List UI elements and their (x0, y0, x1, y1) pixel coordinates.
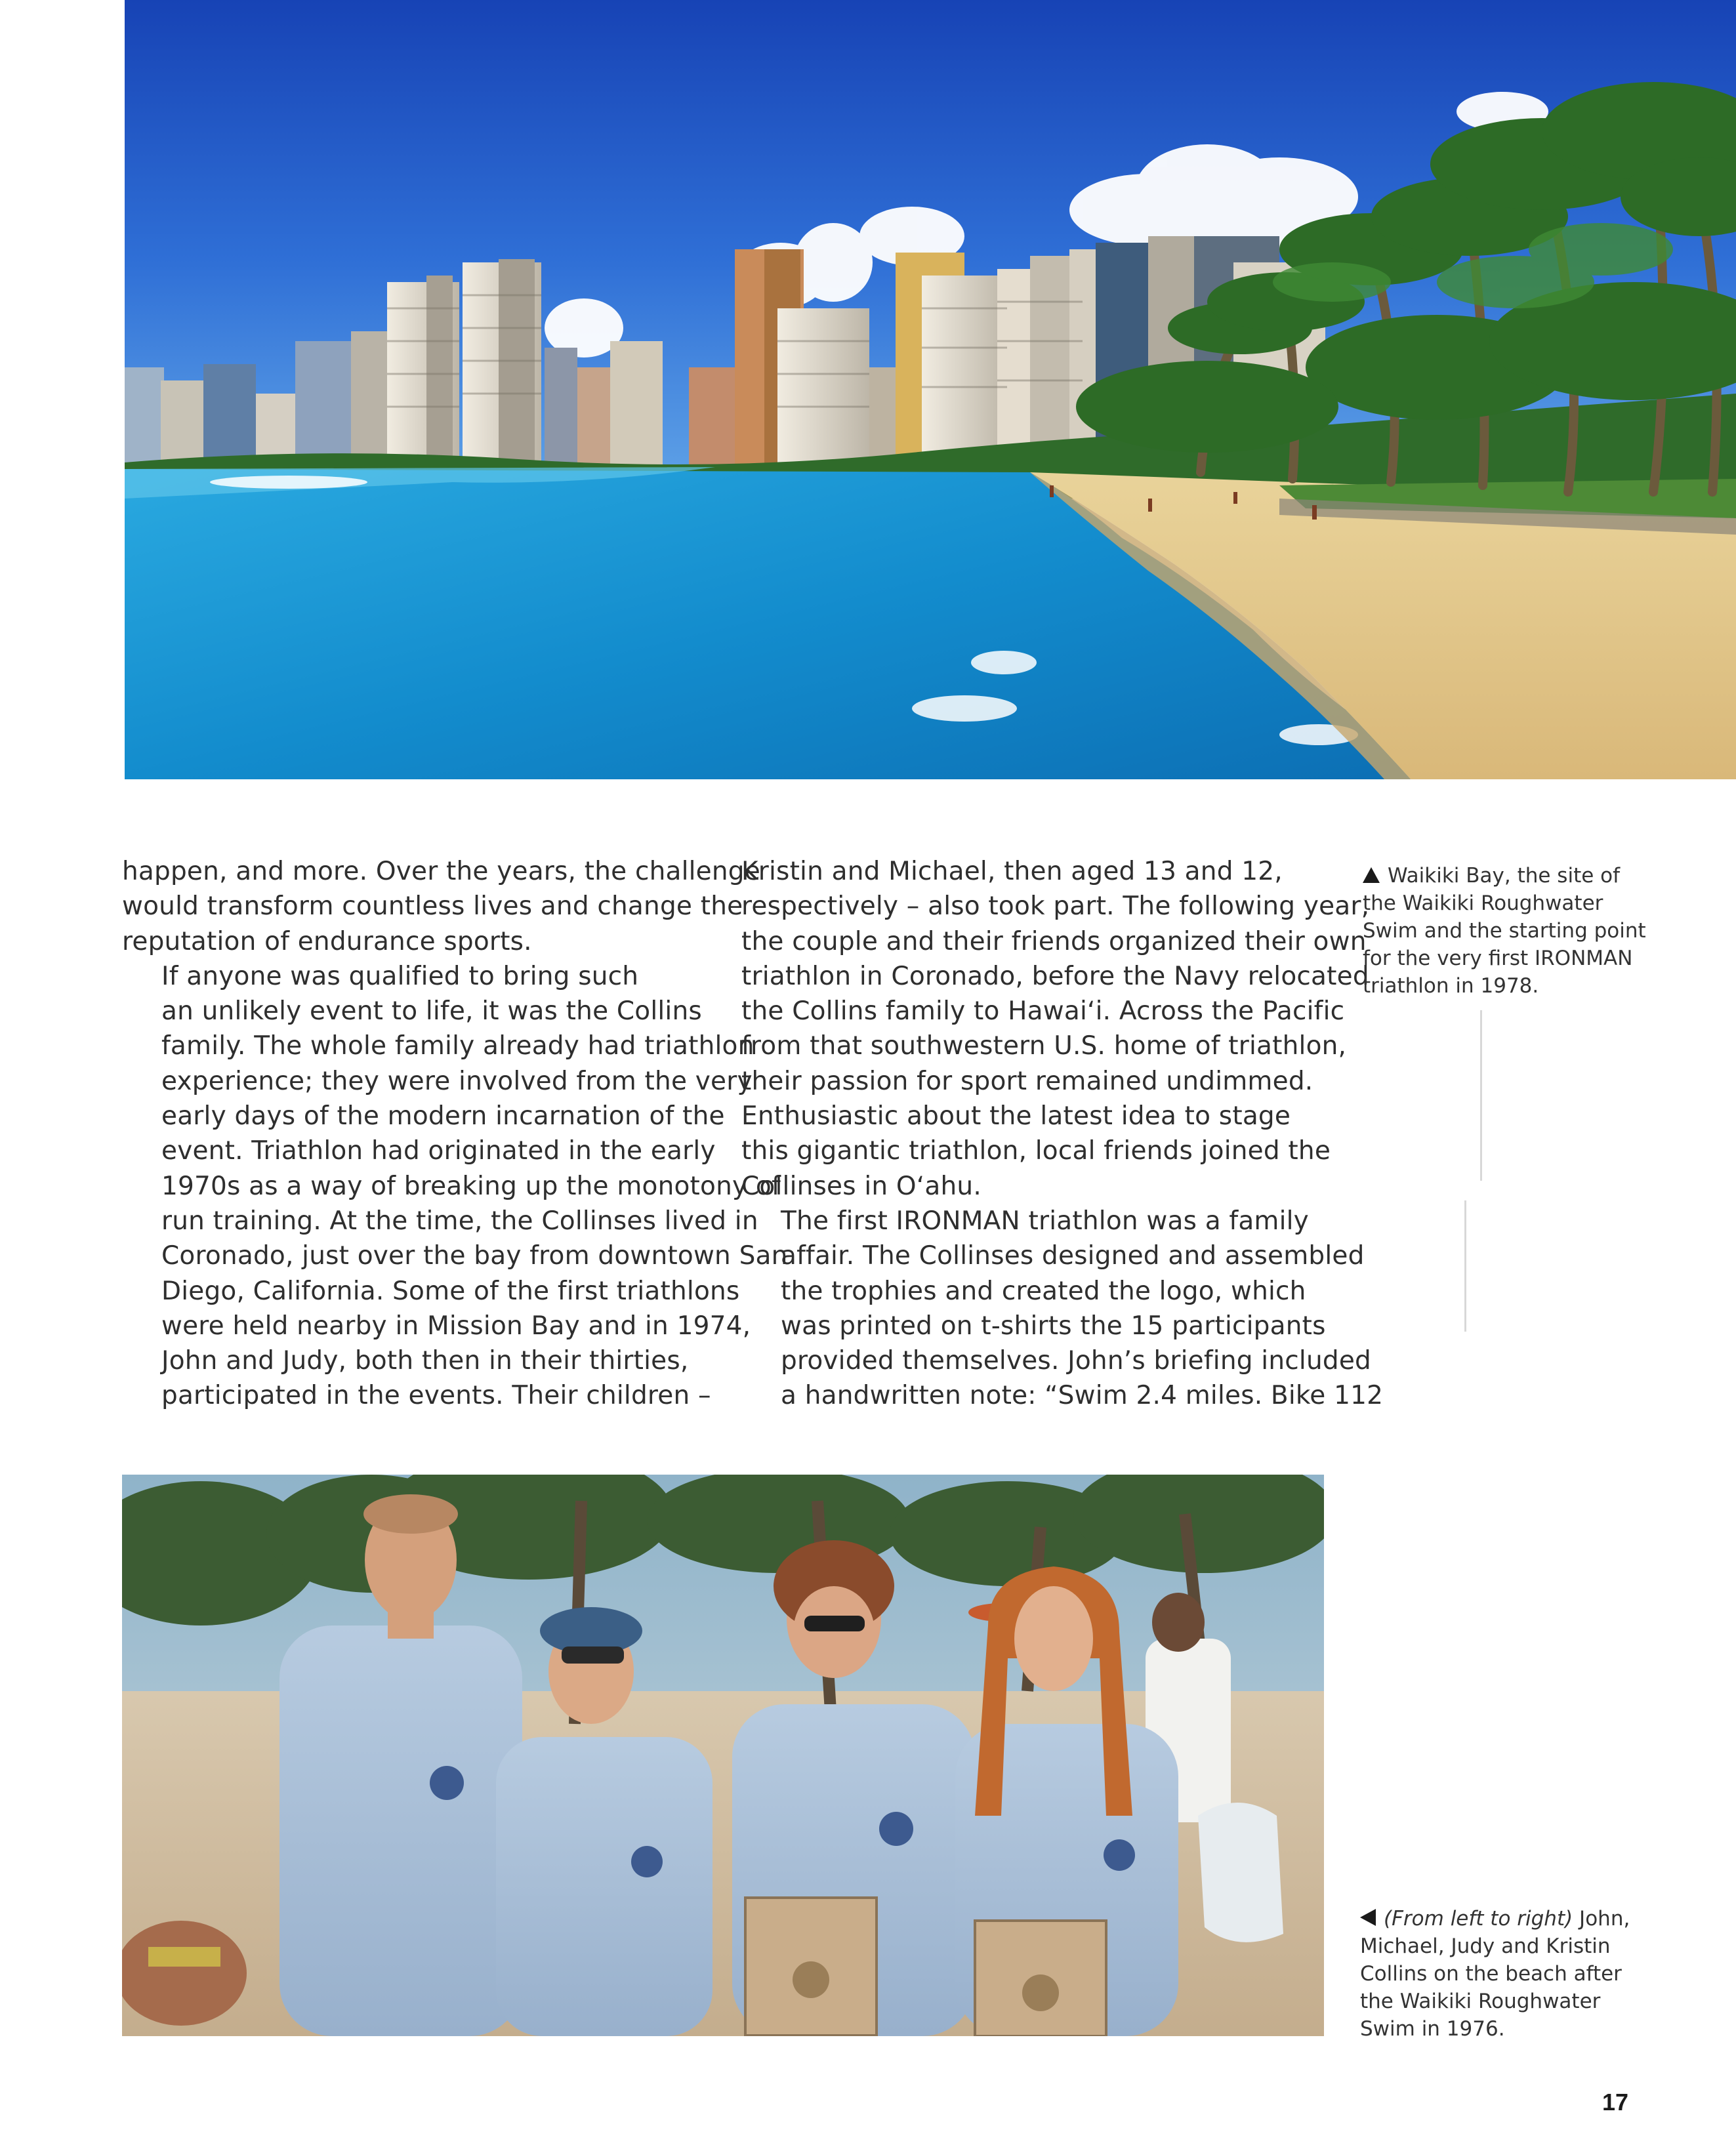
paragraph: Kristin and Michael, then aged 13 and 12, respectively – also took part. The following year, the couple and their friends organized their own triathlon in Coronado, before the Navy relocated the Collins family to Hawai‘i. Across the Pacific from that southwestern U.S. home of triathlon, their passion for sport remained undimmed. Enthusiastic about the latest idea to stage this gigantic triathlon, local friends joined the Collinses in O‘ahu. (741, 857, 1370, 1201)
waikiki-bay-photo (125, 0, 1736, 779)
body-column-2 (741, 854, 1384, 1414)
triangle-up-icon (1363, 867, 1380, 883)
caption-waikiki-bay: Waikiki Bay, the site of the Waikiki Roughwater Swim and the starting point for the very first IRONMAN triathlon in 1978. (1363, 864, 1646, 998)
collins-family-photo (122, 1475, 1324, 2036)
paragraph: happen, and more. Over the years, the challenge would transform countless lives and change the reputation of endurance sports. (122, 857, 760, 956)
body-column-1 (122, 854, 788, 1414)
scan-mark (1480, 1010, 1482, 1181)
page-number: 17 (1602, 2089, 1629, 2116)
triangle-left-icon (1360, 1909, 1376, 1926)
scan-mark (1464, 1200, 1466, 1332)
paragraph: The first IRONMAN triathlon was a family affair. The Collinses designed and assembled the trophies and created the logo, which was printed on t-shirts the 15 participants provided themselves. John’s briefing included a handwritten note: “Swim 2.4 miles. Bike 112 (781, 1206, 1384, 1411)
paragraph: If anyone was qualified to bring such an unlikely event to life, it was the Collins family. The whole family already had triathlon experience; they were involved from the very early days of the modern incarnation of the event. Triathlon had originated in the early 1970s as a way of breaking up the monotony of run training. At the time, the Collinses lived in Coronado, just over the bay from downtown San Diego, California. Some of the first triathlons were held nearby in Mission Bay and in 1974, John and Judy, both then in their thirties, participated in the events. Their children – (161, 961, 788, 1411)
caption-collins-family: (From left to right) John, Michael, Judy and Kristin Collins on the beach after the Waikiki Roughwater Swim in 1976. (1360, 1907, 1630, 2041)
